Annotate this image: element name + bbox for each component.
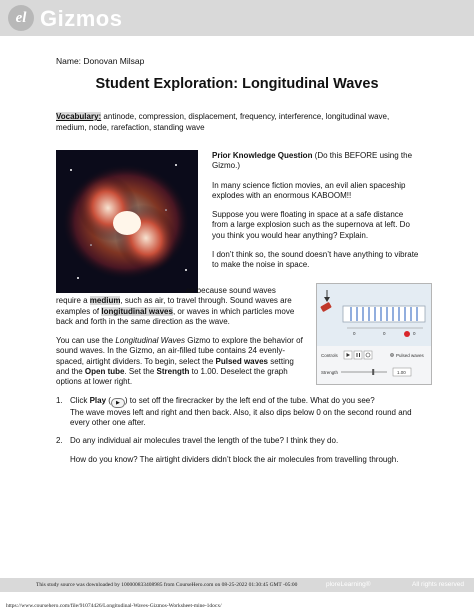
supernova-graphic	[56, 150, 198, 293]
question-2-number: 2.	[56, 436, 63, 445]
medium-paragraph-first-line: ce because sound waves	[186, 286, 276, 295]
sim-pause-button[interactable]	[354, 351, 362, 359]
play-icon: ▶	[111, 398, 125, 408]
medium-paragraph	[56, 286, 306, 327]
strength-value: 1.00	[397, 370, 406, 375]
vocabulary-terms: antinode, compression, displacement, frequency, interference, longitudinal wave, medium, node, rarefaction, standing wave	[56, 112, 390, 132]
gizmo-text-1: You can use the	[56, 336, 116, 345]
axis-tick-2: 0	[383, 331, 386, 336]
medium-text-3: , or waves in which particles move back and forth in the same direction as the wave.	[56, 306, 295, 326]
term-medium: medium	[89, 296, 121, 306]
play-word: Play	[89, 396, 107, 405]
gizmo-text-2: Gizmo to explore the behavior of sound waves. In the Gizmo, an air-filled tube contains 24 evenly-spaced, airtight dividers. To begin, select the	[56, 336, 303, 366]
simulation-graphic	[317, 284, 431, 384]
prior-knowledge-paragraph-2: Suppose you were floating in space at a safe distance from a large explosion such as the supernova at left. Do you think you would hear anything? Explain.	[212, 210, 410, 240]
controls-label: Controls	[321, 353, 338, 358]
prior-knowledge-paragraph-1: In many science fiction movies, an evil alien spaceship explodes with an enormous KABOOM!!	[212, 180, 406, 200]
question-2-follow-up: How do you know? The airtight dividers didn’t block the air molecules from travelling through.	[70, 455, 399, 465]
pulsed-waves-label: Pulsed waves	[396, 353, 424, 358]
footer-rights: All rights reserved	[412, 581, 465, 588]
brand-name: Gizmos	[40, 6, 123, 31]
vocabulary-label: Vocabulary:	[56, 112, 102, 121]
prior-knowledge-answer: I don’t think so, the sound doesn’t have anything to vibrate to make the noise in space.	[212, 250, 419, 270]
supernova-image	[56, 150, 198, 293]
strength-slider-thumb[interactable]	[372, 369, 374, 375]
medium-text-2: , such as air, to travel through. Sound waves are examples of	[56, 296, 292, 316]
question-1-text-2: ) to set off the firecracker by the left end of the tube. What do you see?	[124, 396, 375, 405]
setting-pulsed-waves: Pulsed waves	[215, 356, 268, 366]
gizmo-simulation-screenshot	[316, 283, 432, 385]
gizmo-name: Longitudinal Waves	[115, 336, 185, 345]
prior-knowledge	[212, 151, 420, 280]
gizmo-text-3: setting and the	[56, 356, 294, 376]
setting-open-tube: Open tube	[84, 366, 125, 376]
term-longitudinal-waves: longitudinal waves	[101, 306, 173, 316]
question-1-text-1: Click	[70, 396, 90, 405]
source-url[interactable]: https://www.coursehero.com/file/91074426/Longitudinal-Waves-Gizmos-Worksheet-mine-1docx/	[6, 603, 222, 609]
prior-knowledge-heading: Prior Knowledge Question	[212, 151, 313, 160]
question-2-text: Do any individual air molecules travel the length of the tube? I think they do.	[70, 436, 339, 445]
gizmo-text-4: . Set the	[124, 366, 157, 376]
air-tube	[343, 306, 425, 322]
gizmo-text-5: to 1.00. Deselect the graph options at lower right.	[56, 366, 288, 387]
sim-pause-icon	[357, 353, 358, 357]
download-notice: This study source was downloaded by 100000833408985 from CourseHero.com on 08-25-2022 01:30:45 GMT -05:00	[36, 582, 298, 588]
vocabulary	[56, 112, 418, 133]
question-1-number: 1.	[56, 396, 63, 405]
marker-ball	[404, 331, 410, 337]
gizmo-intro-paragraph	[56, 336, 306, 387]
medium-text-1: require a	[56, 296, 90, 306]
page-title: Student Exploration: Longitudinal Waves	[95, 76, 379, 92]
footer-brand: ploreLearning®	[326, 581, 371, 588]
setting-strength: Strength	[156, 366, 190, 376]
axis-tick-1: 0	[353, 331, 356, 336]
axis-tick-3: 0	[413, 331, 416, 336]
strength-label: Strength	[321, 370, 339, 375]
prior-knowledge-note: (Do this BEFORE using the Gizmo.)	[212, 151, 413, 171]
gizmos-logo-icon: el	[8, 5, 34, 31]
student-name: Name: Donovan Milsap	[56, 56, 145, 66]
sim-reset-button[interactable]	[364, 351, 372, 359]
question-1-answer: The wave moves left and right and then back. Also, it also dips below 0 on the second round and every other one after.	[70, 408, 412, 428]
